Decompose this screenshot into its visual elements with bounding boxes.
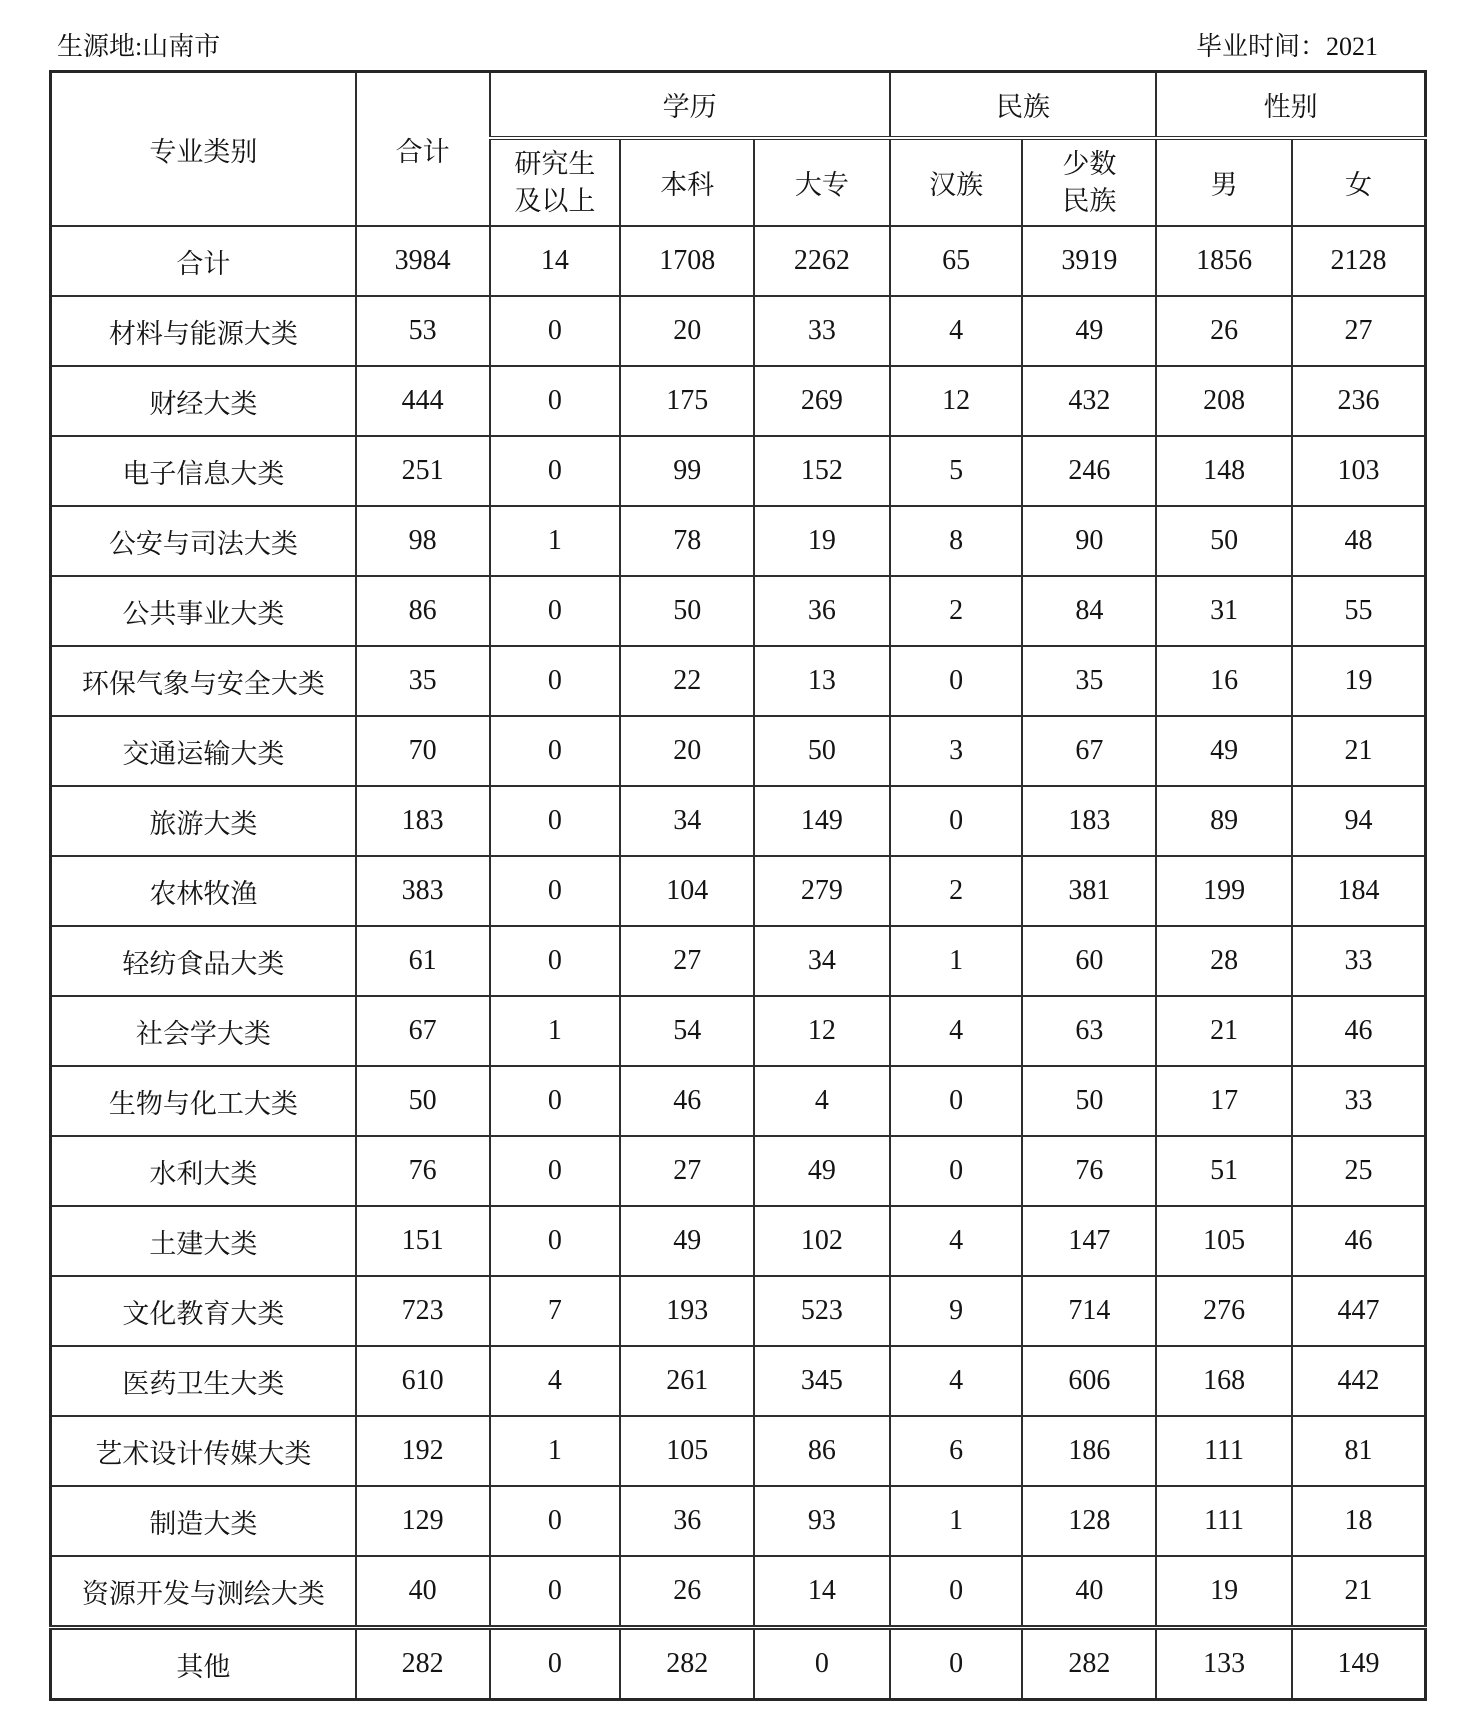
table-row (51, 436, 1426, 506)
value-cell: 151 (356, 1206, 490, 1276)
value-cell: 86 (356, 576, 490, 646)
row-category-cell: 公安与司法大类 (51, 506, 356, 576)
header-graduate-label: 研究生及以上 (514, 149, 596, 216)
value-cell: 610 (356, 1346, 490, 1416)
value-cell: 0 (490, 1206, 621, 1276)
graduation-time-label: 毕业时间：2021 (1195, 32, 1378, 61)
origin-label: 生源地:山南市 (57, 32, 221, 61)
value-cell: 14 (490, 226, 621, 296)
value-cell: 1 (890, 1486, 1023, 1556)
value-cell: 9 (890, 1276, 1023, 1346)
value-cell: 4 (890, 1346, 1023, 1416)
value-cell: 0 (490, 856, 621, 926)
value-cell: 49 (620, 1206, 754, 1276)
row-category-cell: 财经大类 (51, 366, 356, 436)
value-cell: 61 (356, 926, 490, 996)
value-cell: 149 (1292, 1628, 1426, 1700)
value-cell: 19 (1292, 646, 1426, 716)
value-cell: 76 (356, 1136, 490, 1206)
value-cell: 19 (754, 506, 890, 576)
value-cell: 0 (490, 1136, 621, 1206)
value-cell: 0 (490, 576, 621, 646)
header-group-gender: 性别 (1156, 72, 1425, 139)
value-cell: 1 (490, 1416, 621, 1486)
value-cell: 35 (356, 646, 490, 716)
row-category-cell: 资源开发与测绘大类 (51, 1556, 356, 1628)
value-cell: 129 (356, 1486, 490, 1556)
value-cell: 21 (1156, 996, 1292, 1066)
value-cell: 148 (1156, 436, 1292, 506)
value-cell: 40 (1022, 1556, 1156, 1628)
value-cell: 14 (754, 1556, 890, 1628)
value-cell: 50 (754, 716, 890, 786)
table-row (51, 996, 1426, 1066)
value-cell: 1856 (1156, 226, 1292, 296)
value-cell: 345 (754, 1346, 890, 1416)
value-cell: 103 (1292, 436, 1426, 506)
value-cell: 4 (890, 1206, 1023, 1276)
value-cell: 0 (890, 1136, 1023, 1206)
value-cell: 208 (1156, 366, 1292, 436)
value-cell: 26 (620, 1556, 754, 1628)
value-cell: 383 (356, 856, 490, 926)
value-cell: 147 (1022, 1206, 1156, 1276)
value-cell: 33 (1292, 926, 1426, 996)
row-category-cell: 生物与化工大类 (51, 1066, 356, 1136)
table-row (51, 716, 1426, 786)
value-cell: 111 (1156, 1416, 1292, 1486)
row-category-cell: 艺术设计传媒大类 (51, 1416, 356, 1486)
value-cell: 93 (754, 1486, 890, 1556)
value-cell: 381 (1022, 856, 1156, 926)
value-cell: 183 (356, 786, 490, 856)
value-cell: 0 (890, 1066, 1023, 1136)
value-cell: 12 (754, 996, 890, 1066)
value-cell: 0 (490, 1556, 621, 1628)
value-cell: 0 (754, 1628, 890, 1700)
value-cell: 27 (620, 1136, 754, 1206)
value-cell: 49 (1022, 296, 1156, 366)
header-female: 女 (1292, 138, 1426, 226)
value-cell: 128 (1022, 1486, 1156, 1556)
value-cell: 35 (1022, 646, 1156, 716)
value-cell: 0 (490, 366, 621, 436)
value-cell: 199 (1156, 856, 1292, 926)
value-cell: 104 (620, 856, 754, 926)
value-cell: 714 (1022, 1276, 1156, 1346)
value-cell: 2262 (754, 226, 890, 296)
table-header (51, 72, 1426, 227)
value-cell: 18 (1292, 1486, 1426, 1556)
table-row (51, 1276, 1426, 1346)
value-cell: 0 (490, 296, 621, 366)
header-group-row (51, 72, 1426, 139)
value-cell: 34 (754, 926, 890, 996)
value-cell: 89 (1156, 786, 1292, 856)
header-minority (1022, 138, 1156, 226)
value-cell: 606 (1022, 1346, 1156, 1416)
table-row (51, 1346, 1426, 1416)
value-cell: 175 (620, 366, 754, 436)
value-cell: 50 (356, 1066, 490, 1136)
value-cell: 282 (620, 1628, 754, 1700)
value-cell: 26 (1156, 296, 1292, 366)
table-row (51, 506, 1426, 576)
row-category-cell: 环保气象与安全大类 (51, 646, 356, 716)
value-cell: 0 (490, 786, 621, 856)
header-major-category: 专业类别 (51, 72, 356, 227)
value-cell: 0 (490, 1066, 621, 1136)
value-cell: 111 (1156, 1486, 1292, 1556)
table-row (51, 1066, 1426, 1136)
value-cell: 6 (890, 1416, 1023, 1486)
value-cell: 1 (490, 506, 621, 576)
value-cell: 22 (620, 646, 754, 716)
value-cell: 0 (890, 646, 1023, 716)
table-row (51, 1628, 1426, 1700)
meta-row (57, 31, 1378, 62)
value-cell: 447 (1292, 1276, 1426, 1346)
value-cell: 86 (754, 1416, 890, 1486)
row-category-cell: 水利大类 (51, 1136, 356, 1206)
value-cell: 67 (356, 996, 490, 1066)
value-cell: 102 (754, 1206, 890, 1276)
table-row (51, 1206, 1426, 1276)
value-cell: 0 (890, 1628, 1023, 1700)
value-cell: 184 (1292, 856, 1426, 926)
value-cell: 282 (1022, 1628, 1156, 1700)
row-category-cell: 其他 (51, 1628, 356, 1700)
value-cell: 67 (1022, 716, 1156, 786)
row-category-cell: 公共事业大类 (51, 576, 356, 646)
table-row (51, 366, 1426, 436)
value-cell: 19 (1156, 1556, 1292, 1628)
value-cell: 723 (356, 1276, 490, 1346)
value-cell: 21 (1292, 716, 1426, 786)
value-cell: 27 (620, 926, 754, 996)
row-category-cell: 土建大类 (51, 1206, 356, 1276)
value-cell: 186 (1022, 1416, 1156, 1486)
value-cell: 78 (620, 506, 754, 576)
value-cell: 251 (356, 436, 490, 506)
value-cell: 20 (620, 296, 754, 366)
value-cell: 523 (754, 1276, 890, 1346)
value-cell: 16 (1156, 646, 1292, 716)
value-cell: 276 (1156, 1276, 1292, 1346)
row-category-cell: 制造大类 (51, 1486, 356, 1556)
value-cell: 27 (1292, 296, 1426, 366)
value-cell: 279 (754, 856, 890, 926)
value-cell: 269 (754, 366, 890, 436)
value-cell: 3984 (356, 226, 490, 296)
header-male: 男 (1156, 138, 1292, 226)
table-row (51, 226, 1426, 296)
value-cell: 36 (620, 1486, 754, 1556)
value-cell: 0 (890, 1556, 1023, 1628)
table-row (51, 786, 1426, 856)
value-cell: 49 (754, 1136, 890, 1206)
header-graduate-and-above (490, 138, 621, 226)
value-cell: 65 (890, 226, 1023, 296)
value-cell: 70 (356, 716, 490, 786)
value-cell: 90 (1022, 506, 1156, 576)
row-category-cell: 文化教育大类 (51, 1276, 356, 1346)
header-group-ethnicity: 民族 (890, 72, 1156, 139)
value-cell: 8 (890, 506, 1023, 576)
value-cell: 53 (356, 296, 490, 366)
value-cell: 168 (1156, 1346, 1292, 1416)
table-row (51, 1416, 1426, 1486)
row-category-cell: 旅游大类 (51, 786, 356, 856)
header-college: 大专 (754, 138, 890, 226)
row-category-cell: 医药卫生大类 (51, 1346, 356, 1416)
value-cell: 3919 (1022, 226, 1156, 296)
value-cell: 46 (620, 1066, 754, 1136)
table-row (51, 1556, 1426, 1628)
value-cell: 193 (620, 1276, 754, 1346)
table-row (51, 1136, 1426, 1206)
value-cell: 21 (1292, 1556, 1426, 1628)
value-cell: 432 (1022, 366, 1156, 436)
value-cell: 50 (1156, 506, 1292, 576)
value-cell: 55 (1292, 576, 1426, 646)
header-bachelor: 本科 (620, 138, 754, 226)
value-cell: 149 (754, 786, 890, 856)
value-cell: 17 (1156, 1066, 1292, 1136)
value-cell: 3 (890, 716, 1023, 786)
value-cell: 12 (890, 366, 1023, 436)
value-cell: 46 (1292, 996, 1426, 1066)
value-cell: 246 (1022, 436, 1156, 506)
value-cell: 31 (1156, 576, 1292, 646)
value-cell: 4 (890, 296, 1023, 366)
header-total: 合计 (356, 72, 490, 227)
value-cell: 133 (1156, 1628, 1292, 1700)
value-cell: 34 (620, 786, 754, 856)
value-cell: 0 (490, 926, 621, 996)
value-cell: 4 (890, 996, 1023, 1066)
value-cell: 28 (1156, 926, 1292, 996)
value-cell: 4 (754, 1066, 890, 1136)
value-cell: 0 (490, 436, 621, 506)
header-group-education: 学历 (490, 72, 890, 139)
value-cell: 282 (356, 1628, 490, 1700)
table-row (51, 856, 1426, 926)
value-cell: 20 (620, 716, 754, 786)
value-cell: 152 (754, 436, 890, 506)
value-cell: 183 (1022, 786, 1156, 856)
value-cell: 1 (890, 926, 1023, 996)
value-cell: 7 (490, 1276, 621, 1346)
value-cell: 236 (1292, 366, 1426, 436)
row-category-cell: 材料与能源大类 (51, 296, 356, 366)
row-category-cell: 电子信息大类 (51, 436, 356, 506)
row-category-cell: 合计 (51, 226, 356, 296)
value-cell: 4 (490, 1346, 621, 1416)
value-cell: 94 (1292, 786, 1426, 856)
table-row (51, 646, 1426, 716)
value-cell: 76 (1022, 1136, 1156, 1206)
value-cell: 60 (1022, 926, 1156, 996)
table-row (51, 1486, 1426, 1556)
value-cell: 2 (890, 576, 1023, 646)
row-category-cell: 社会学大类 (51, 996, 356, 1066)
value-cell: 54 (620, 996, 754, 1066)
value-cell: 40 (356, 1556, 490, 1628)
value-cell: 192 (356, 1416, 490, 1486)
value-cell: 48 (1292, 506, 1426, 576)
value-cell: 51 (1156, 1136, 1292, 1206)
value-cell: 63 (1022, 996, 1156, 1066)
value-cell: 0 (490, 1628, 621, 1700)
row-category-cell: 农林牧渔 (51, 856, 356, 926)
value-cell: 33 (754, 296, 890, 366)
row-category-cell: 交通运输大类 (51, 716, 356, 786)
value-cell: 25 (1292, 1136, 1426, 1206)
value-cell: 33 (1292, 1066, 1426, 1136)
value-cell: 261 (620, 1346, 754, 1416)
table-row (51, 926, 1426, 996)
value-cell: 50 (620, 576, 754, 646)
value-cell: 0 (490, 716, 621, 786)
value-cell: 81 (1292, 1416, 1426, 1486)
row-category-cell: 轻纺食品大类 (51, 926, 356, 996)
value-cell: 13 (754, 646, 890, 716)
table-body (51, 226, 1426, 1700)
value-cell: 2 (890, 856, 1023, 926)
value-cell: 36 (754, 576, 890, 646)
header-han: 汉族 (890, 138, 1023, 226)
value-cell: 0 (490, 1486, 621, 1556)
value-cell: 50 (1022, 1066, 1156, 1136)
table-row (51, 576, 1426, 646)
value-cell: 46 (1292, 1206, 1426, 1276)
value-cell: 99 (620, 436, 754, 506)
value-cell: 0 (890, 786, 1023, 856)
value-cell: 0 (490, 646, 621, 716)
statistics-table (49, 70, 1427, 1701)
header-minority-label: 少数民族 (1062, 149, 1117, 216)
value-cell: 444 (356, 366, 490, 436)
value-cell: 105 (1156, 1206, 1292, 1276)
value-cell: 49 (1156, 716, 1292, 786)
value-cell: 105 (620, 1416, 754, 1486)
table-row (51, 296, 1426, 366)
value-cell: 5 (890, 436, 1023, 506)
value-cell: 1708 (620, 226, 754, 296)
value-cell: 84 (1022, 576, 1156, 646)
value-cell: 1 (490, 996, 621, 1066)
value-cell: 98 (356, 506, 490, 576)
value-cell: 442 (1292, 1346, 1426, 1416)
value-cell: 2128 (1292, 226, 1426, 296)
